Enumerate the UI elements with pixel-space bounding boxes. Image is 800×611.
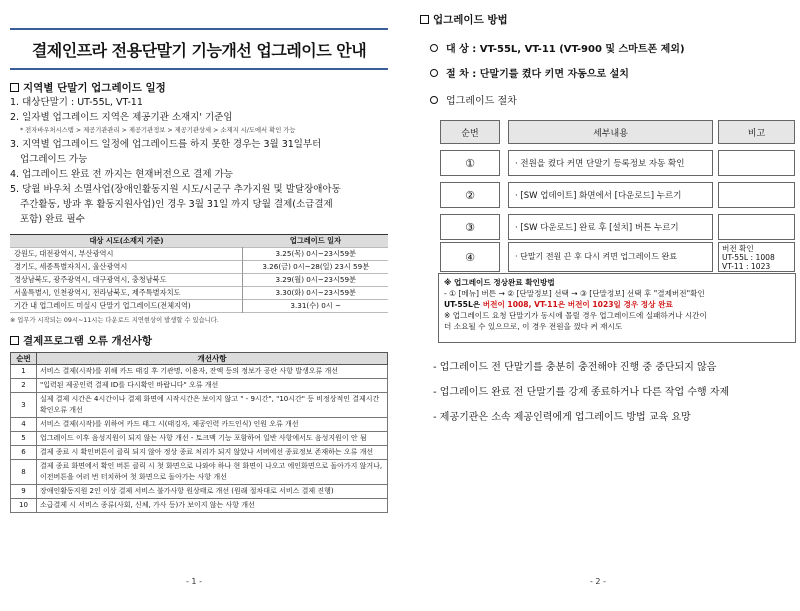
item-2: 2. 일자별 업그레이드 지역은 제공기관 소재지' 기준임 (10, 112, 233, 123)
checkbox-square-icon (10, 336, 19, 345)
step-2-note (718, 182, 795, 208)
bullet-education: - 제공기관은 소속 제공인력에게 업그레이드 방법 교육 요망 (433, 412, 691, 423)
item-5-cont1: 주간활동, 방과 후 활동지원사업)인 경우 3월 31일 까지 당월 결제(소급결제 (20, 199, 333, 210)
circle-bullet-icon (430, 44, 438, 52)
table-header-row (10, 235, 388, 248)
step-4-desc: · 단말기 전원 끈 후 다시 켜면 업그레이드 완료 (508, 242, 713, 272)
step-4-note (718, 242, 795, 272)
item-1: 1. 대상단말기 : UT-55L, VT-11 (10, 97, 143, 108)
notice-line-2: UT-55L은 버전이 1008, VT-11은 버전이 1023일 경우 정상 완료 (444, 300, 673, 309)
document-title-box (10, 28, 388, 70)
version-ut55l: UT-55L : 1008 (722, 252, 775, 262)
section-method-heading: 업그레이드 방법 (420, 12, 508, 27)
table-row: 5 업그레이드 이후 음성지원이 되지 않는 사항 개선 - 토크맥 기능 포함하여 일반 사항에서도 음성지원이 안 됨 (11, 432, 388, 446)
table-row: 3 실제 결제 시간은 4시간이나 결제 화면에 시작시간은 보이지 않고 " - 9시간", "10시간" 등 비정상적인 결제시간 확인오류 개선 (11, 393, 388, 418)
table-row: 경상남북도, 광주광역시, 대구광역시, 충청남북도 3.29(월) 0시~23시59분 (10, 274, 388, 287)
notice-line-3: ※ 업그레이드 요청 단말기가 동시에 몰릴 경우 업그레이드에 실패하거나 시간이 (444, 311, 707, 320)
table-row: 4 서비스 결제(시작)를 위하여 카드 태그 시(태깅자, 제공인력 카드인식) 인원 오류 개선 (11, 418, 388, 432)
page-1 (0, 0, 398, 611)
notice-line-4: 더 소요될 수 있으므로, 이 경우 전원을 껐다 켜 재시도 (444, 322, 623, 331)
steps-header-note: 비고 (718, 120, 795, 144)
step-4-num: ④ (440, 242, 500, 272)
steps-header-num: 순번 (440, 120, 500, 144)
item-5-cont2: 포함) 완료 필수 (20, 214, 85, 225)
item-3: 3. 지역별 업그레이드 일정에 업그레이드를 하지 못한 경우는 3월 31일부터 (10, 139, 322, 150)
version-check-title: 버전 확인 (722, 243, 754, 253)
steps-header-desc: 세부내용 (508, 120, 713, 144)
page-number-2: - 2 - (590, 577, 606, 586)
table-note: ※ 업무가 시작되는 09시~11시는 다운로드 지연현상이 발생할 수 있습니다. (10, 317, 219, 324)
target-line: 대 상 : VT-55L, VT-11 (VT-900 및 스마트폰 제외) (430, 40, 685, 55)
procedure-line: 절 차 : 단말기를 켰다 키면 자동으로 설치 (430, 65, 629, 80)
notice-line-1: - ① [메뉴] 버튼 → ② [단말정보] 선택 → ③ [단말정보] 선택 후 "결제버전"확인 (444, 289, 705, 298)
procedure-title: 업그레이드 절차 (430, 92, 517, 107)
table-header-row (11, 353, 388, 365)
version-vt11: VT-11 : 1023 (722, 261, 771, 271)
table-row: 9 장애인활동지원 2인 이상 결제 서비스 불가사항 원상태로 개선 (원래 절차대로 서비스 결제 진행) (11, 485, 388, 499)
table-row: 경기도, 세종특별자치시, 울산광역시 3.26(금) 0시~28(일) 23시 59분 (10, 261, 388, 274)
section-error-heading: 결제프로그램 오류 개선사항 (10, 333, 152, 348)
page-number-1: - 1 - (186, 577, 202, 586)
table-row: 서울특별시, 인천광역시, 전라남북도, 제주특별자치도 3.30(화) 0시~23시59분 (10, 287, 388, 300)
table-row: 8 결제 종료 화면에서 확인 버튼 클릭 시 첫 화면으로 나와야 하나 현 화면이 나오고 에인화면으로 돌아가지 않거나, 이전버튼을 여러 번 터치하여 첫 화면으로 돌아가는 사항 개선 (11, 460, 388, 485)
region-schedule-table (10, 234, 388, 313)
header-fix: 개선사항 (37, 353, 388, 365)
circle-bullet-icon (430, 96, 438, 104)
section-schedule-heading: 지역별 단말기 업그레이드 일정 (10, 80, 166, 95)
item-3-cont: 업그레이드 가능 (20, 154, 88, 165)
notice-title: ※ 업그레이드 정상완료 확인방법 (444, 278, 555, 287)
document-title: 결제인프라 전용단말기 기능개선 업그레이드 안내 (31, 40, 367, 60)
header-region: 대상 시도(소재지 기준) (89, 236, 164, 245)
step-3-note (718, 214, 795, 240)
bullet-no-force-off: - 업그레이드 완료 전 단말기를 강제 종료하거나 다른 작업 수행 자제 (433, 387, 730, 398)
page-2 (405, 0, 800, 611)
step-3-num: ③ (440, 214, 500, 240)
table-row: 10 소급결제 시 서비스 종류(사회, 신체, 가사 등)가 보이지 않는 사항 개선 (11, 499, 388, 513)
checkbox-square-icon (420, 15, 429, 24)
error-fix-table (10, 352, 388, 513)
table-row: 6 결제 종료 시 확인버튼이 클릭 되지 않아 정상 종료 처리가 되지 않았나 서버에선 종료정보 존재하는 오류 개선 (11, 446, 388, 460)
table-row: 2 "입력된 제공인력 결제 ID를 다시확인 바랍니다" 오류 개선 (11, 379, 388, 393)
item-4: 4. 업그레이드 완료 전 까지는 현재버전으로 결제 가능 (10, 169, 233, 180)
circle-bullet-icon (430, 69, 438, 77)
table-row: 강원도, 대전광역시, 부산광역시 3.25(목) 0시~23시59분 (10, 248, 388, 261)
upgrade-check-notice (438, 273, 796, 343)
item-5: 5. 당월 바우처 소멸사업(장애인활동지원 시도/시군구 추가지원 및 발달장애아동 (10, 184, 341, 195)
step-2-desc: · [SW 업데이트] 화면에서 [다운로드] 누르기 (508, 182, 713, 208)
bullet-charge: - 업그레이드 전 단말기를 충분히 충전해야 진행 중 중단되지 않음 (433, 362, 717, 373)
step-1-desc: · 전원을 켰다 커면 단말기 등록정보 자동 확인 (508, 150, 713, 176)
step-1-num: ① (440, 150, 500, 176)
checkbox-square-icon (10, 83, 19, 92)
step-2-num: ② (440, 182, 500, 208)
table-row: 기간 내 업그레이드 미실시 단말기 업그레이드(전체지역) 3.31(수) 0시 ~ (10, 300, 388, 313)
header-date: 업그레이드 일자 (289, 236, 342, 245)
table-row: 1 서비스 결제(시작)를 위해 카드 태깅 후 기관명, 이용자, 잔액 등의 정보가 공란 사항 발생오류 개선 (11, 365, 388, 379)
step-3-desc: · [SW 다운로드] 완료 후 [설치] 버튼 누르기 (508, 214, 713, 240)
header-num: 순번 (11, 353, 37, 365)
item-2-note: * 전자바우처시스템 > 제공기관관리 > 제공기관정보 > 제공기관상세 > 소재지 시/도에서 확인 가능 (20, 127, 296, 134)
step-1-note (718, 150, 795, 176)
